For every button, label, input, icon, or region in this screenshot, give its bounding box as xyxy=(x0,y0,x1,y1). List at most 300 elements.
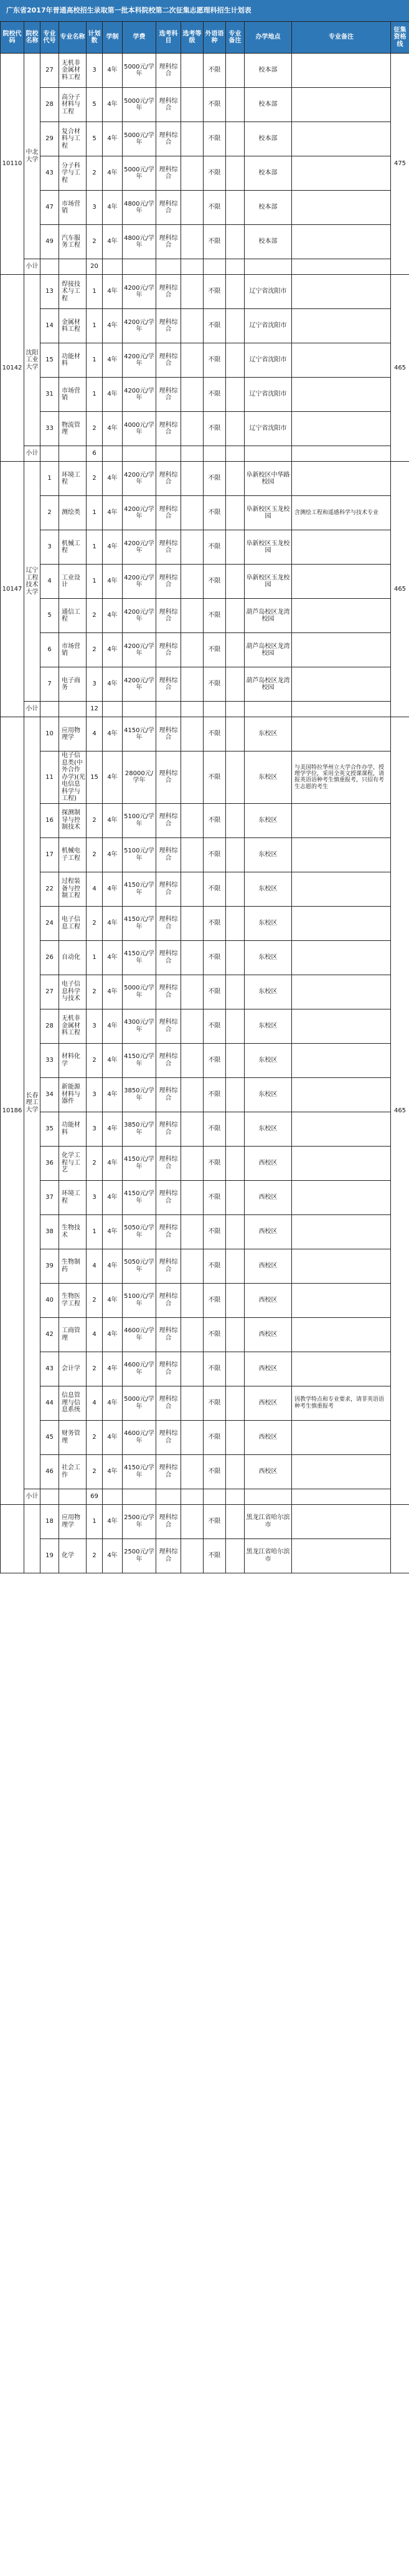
tuition-cell: 4800元/学年 xyxy=(123,191,156,225)
major-code-cell: 3 xyxy=(40,530,59,565)
major-name-cell: 无机非金属材料工程 xyxy=(59,54,87,88)
exam-subject-cell: 理科综合 xyxy=(156,1009,181,1043)
exam-grade-cell xyxy=(181,1504,204,1538)
duration-cell: 4年 xyxy=(103,1214,123,1249)
major-code-cell: 5 xyxy=(40,599,59,633)
table-body xyxy=(1,54,409,1573)
major-name-cell: 环境工程 xyxy=(59,462,87,496)
language-cell: 不限 xyxy=(204,378,226,412)
column-header: 选考科目 xyxy=(156,22,181,54)
tuition-cell: 4200元/学年 xyxy=(123,343,156,378)
campus-cell: 葫芦岛校区龙湾校园 xyxy=(245,633,292,667)
language-cell: 不限 xyxy=(204,1386,226,1420)
subtotal-row xyxy=(1,446,409,462)
major-note-cell xyxy=(292,1504,391,1538)
remark-cell xyxy=(226,599,245,633)
remark-cell xyxy=(226,1352,245,1386)
plan-count-cell: 1 xyxy=(87,275,103,309)
exam-subject-cell: 理科综合 xyxy=(156,803,181,837)
tuition-cell: 5100元/学年 xyxy=(123,1283,156,1317)
school-name-cell: 辽宁工程技术大学 xyxy=(24,462,40,702)
campus-cell: 葫芦岛校区龙湾校园 xyxy=(245,667,292,702)
remark-cell xyxy=(226,940,245,975)
major-code-cell: 19 xyxy=(40,1538,59,1573)
table-row xyxy=(1,667,409,702)
duration-cell: 4年 xyxy=(103,1180,123,1214)
school-code-cell: 10110 xyxy=(1,54,24,275)
plan-count-cell: 4 xyxy=(87,1386,103,1420)
major-name-cell: 功能材料 xyxy=(59,1112,87,1146)
exam-grade-cell xyxy=(181,565,204,599)
subtotal-label: 小计 xyxy=(24,1489,40,1504)
major-code-cell: 33 xyxy=(40,412,59,446)
major-name-cell: 机械工程 xyxy=(59,530,87,565)
tuition-cell: 4150元/学年 xyxy=(123,1454,156,1489)
table-row xyxy=(1,565,409,599)
plan-count-cell: 5 xyxy=(87,122,103,156)
remark-cell xyxy=(226,803,245,837)
major-note-cell xyxy=(292,1538,391,1573)
major-name-cell: 过程装备与控制工程 xyxy=(59,872,87,906)
subtotal-value: 20 xyxy=(87,259,103,275)
major-name-cell: 化学工程与工艺 xyxy=(59,1146,87,1180)
major-code-cell: 42 xyxy=(40,1317,59,1352)
tuition-cell: 3850元/学年 xyxy=(123,1077,156,1112)
major-name-cell: 焊接技术与工程 xyxy=(59,275,87,309)
plan-count-cell: 1 xyxy=(87,343,103,378)
language-cell: 不限 xyxy=(204,717,226,751)
major-note-cell xyxy=(292,1352,391,1386)
exam-grade-cell xyxy=(181,975,204,1009)
language-cell: 不限 xyxy=(204,462,226,496)
table-row xyxy=(1,1249,409,1283)
exam-subject-cell: 理科综合 xyxy=(156,872,181,906)
major-code-cell: 7 xyxy=(40,667,59,702)
plan-count-cell: 2 xyxy=(87,225,103,259)
table-row xyxy=(1,975,409,1009)
remark-cell xyxy=(226,1043,245,1077)
exam-grade-cell xyxy=(181,54,204,88)
exam-grade-cell xyxy=(181,88,204,122)
plan-count-cell: 3 xyxy=(87,667,103,702)
major-note-cell xyxy=(292,343,391,378)
table-row xyxy=(1,54,409,88)
campus-cell: 辽宁省沈阳市 xyxy=(245,275,292,309)
exam-grade-cell xyxy=(181,906,204,940)
duration-cell: 4年 xyxy=(103,1386,123,1420)
major-code-cell: 40 xyxy=(40,1283,59,1317)
exam-subject-cell: 理科综合 xyxy=(156,412,181,446)
major-code-cell: 36 xyxy=(40,1146,59,1180)
language-cell: 不限 xyxy=(204,1420,226,1454)
language-cell: 不限 xyxy=(204,54,226,88)
exam-grade-cell xyxy=(181,156,204,191)
duration-cell: 4年 xyxy=(103,462,123,496)
remark-cell xyxy=(226,872,245,906)
plan-count-cell: 2 xyxy=(87,156,103,191)
major-name-cell: 电子信息科学与技术 xyxy=(59,975,87,1009)
subtotal-row xyxy=(1,1489,409,1504)
campus-cell: 西校区 xyxy=(245,1386,292,1420)
tuition-cell: 4600元/学年 xyxy=(123,1420,156,1454)
tuition-cell: 4150元/学年 xyxy=(123,940,156,975)
duration-cell: 4年 xyxy=(103,667,123,702)
language-cell: 不限 xyxy=(204,1077,226,1112)
remark-cell xyxy=(226,378,245,412)
exam-subject-cell: 理科综合 xyxy=(156,837,181,872)
exam-grade-cell xyxy=(181,1214,204,1249)
exam-grade-cell xyxy=(181,496,204,530)
table-row xyxy=(1,1146,409,1180)
exam-grade-cell xyxy=(181,1317,204,1352)
subtotal-value: 12 xyxy=(87,702,103,717)
major-note-cell xyxy=(292,837,391,872)
table-row xyxy=(1,906,409,940)
major-name-cell: 社会工作 xyxy=(59,1454,87,1489)
major-name-cell: 机械电子工程 xyxy=(59,837,87,872)
remark-cell xyxy=(226,225,245,259)
campus-cell: 东校区 xyxy=(245,1112,292,1146)
major-code-cell: 6 xyxy=(40,633,59,667)
major-code-cell: 29 xyxy=(40,122,59,156)
plan-count-cell: 1 xyxy=(87,565,103,599)
major-name-cell: 市场营销 xyxy=(59,633,87,667)
plan-count-cell: 2 xyxy=(87,412,103,446)
tuition-cell: 4600元/学年 xyxy=(123,1317,156,1352)
plan-count-cell: 2 xyxy=(87,975,103,1009)
table-row xyxy=(1,378,409,412)
column-header: 办学地点 xyxy=(245,22,292,54)
table-row xyxy=(1,1214,409,1249)
language-cell: 不限 xyxy=(204,530,226,565)
tuition-cell: 4150元/学年 xyxy=(123,1180,156,1214)
major-name-cell: 探测制导与控制技术 xyxy=(59,803,87,837)
table-row xyxy=(1,837,409,872)
major-note-cell xyxy=(292,1420,391,1454)
exam-grade-cell xyxy=(181,1283,204,1317)
exam-subject-cell: 理科综合 xyxy=(156,191,181,225)
remark-cell xyxy=(226,530,245,565)
major-note-cell xyxy=(292,803,391,837)
language-cell: 不限 xyxy=(204,1504,226,1538)
tuition-cell: 4200元/学年 xyxy=(123,565,156,599)
min-score-cell: 465 xyxy=(391,717,409,1505)
school-code-cell xyxy=(1,1504,24,1573)
table-row xyxy=(1,462,409,496)
table-row xyxy=(1,1504,409,1538)
table-row xyxy=(1,633,409,667)
duration-cell: 4年 xyxy=(103,275,123,309)
plan-count-cell: 3 xyxy=(87,1180,103,1214)
exam-subject-cell: 理科综合 xyxy=(156,225,181,259)
campus-cell: 西校区 xyxy=(245,1454,292,1489)
duration-cell: 4年 xyxy=(103,54,123,88)
duration-cell: 4年 xyxy=(103,975,123,1009)
plan-count-cell: 3 xyxy=(87,1009,103,1043)
campus-cell: 阜新校区玉龙校园 xyxy=(245,530,292,565)
column-header: 计划数 xyxy=(87,22,103,54)
language-cell: 不限 xyxy=(204,1283,226,1317)
campus-cell: 校本部 xyxy=(245,225,292,259)
tuition-cell: 4150元/学年 xyxy=(123,1146,156,1180)
remark-cell xyxy=(226,54,245,88)
campus-cell: 校本部 xyxy=(245,156,292,191)
exam-grade-cell xyxy=(181,1043,204,1077)
exam-grade-cell xyxy=(181,717,204,751)
duration-cell: 4年 xyxy=(103,1112,123,1146)
table-row xyxy=(1,940,409,975)
major-name-cell: 化学 xyxy=(59,1538,87,1573)
major-note-cell xyxy=(292,667,391,702)
plan-count-cell: 4 xyxy=(87,872,103,906)
exam-grade-cell xyxy=(181,1009,204,1043)
major-code-cell: 35 xyxy=(40,1112,59,1146)
table-row xyxy=(1,412,409,446)
plan-count-cell: 2 xyxy=(87,1538,103,1573)
language-cell: 不限 xyxy=(204,1317,226,1352)
subtotal-value: 69 xyxy=(87,1489,103,1504)
exam-subject-cell: 理科综合 xyxy=(156,343,181,378)
campus-cell: 东校区 xyxy=(245,940,292,975)
exam-grade-cell xyxy=(181,1146,204,1180)
remark-cell xyxy=(226,1504,245,1538)
remark-cell xyxy=(226,565,245,599)
language-cell: 不限 xyxy=(204,837,226,872)
major-code-cell: 4 xyxy=(40,565,59,599)
major-code-cell: 10 xyxy=(40,717,59,751)
major-code-cell: 16 xyxy=(40,803,59,837)
remark-cell xyxy=(226,88,245,122)
tuition-cell: 4200元/学年 xyxy=(123,275,156,309)
exam-subject-cell: 理科综合 xyxy=(156,156,181,191)
duration-cell: 4年 xyxy=(103,1043,123,1077)
major-note-cell: 与美国特拉华州立大学合作办学，授理学学位，采用全英文授课课程，请报英语语种考生慎重报考，只招有考生志愿的考生 xyxy=(292,751,391,804)
subtotal-label: 小计 xyxy=(24,259,40,275)
table-row xyxy=(1,156,409,191)
major-name-cell: 材料化学 xyxy=(59,1043,87,1077)
duration-cell: 4年 xyxy=(103,1420,123,1454)
campus-cell: 东校区 xyxy=(245,906,292,940)
school-name-cell xyxy=(24,1504,40,1573)
school-code-cell: 10147 xyxy=(1,462,24,717)
major-name-cell: 高分子材料与工程 xyxy=(59,88,87,122)
remark-cell xyxy=(226,275,245,309)
column-header: 征集资格线 xyxy=(391,22,409,54)
tuition-cell: 2500元/学年 xyxy=(123,1538,156,1573)
language-cell: 不限 xyxy=(204,309,226,343)
major-code-cell: 44 xyxy=(40,1386,59,1420)
language-cell: 不限 xyxy=(204,599,226,633)
duration-cell: 4年 xyxy=(103,633,123,667)
major-note-cell xyxy=(292,1146,391,1180)
language-cell: 不限 xyxy=(204,1454,226,1489)
exam-subject-cell: 理科综合 xyxy=(156,1420,181,1454)
exam-subject-cell: 理科综合 xyxy=(156,122,181,156)
campus-cell: 校本部 xyxy=(245,191,292,225)
language-cell: 不限 xyxy=(204,156,226,191)
exam-grade-cell xyxy=(181,462,204,496)
language-cell: 不限 xyxy=(204,1009,226,1043)
major-name-cell: 电子商务 xyxy=(59,667,87,702)
school-name-cell: 长春理工大学 xyxy=(24,717,40,1489)
language-cell: 不限 xyxy=(204,751,226,804)
tuition-cell: 28000元/学年 xyxy=(123,751,156,804)
remark-cell xyxy=(226,667,245,702)
major-note-cell xyxy=(292,191,391,225)
campus-cell: 东校区 xyxy=(245,751,292,804)
remark-cell xyxy=(226,1538,245,1573)
tuition-cell: 2500元/学年 xyxy=(123,1504,156,1538)
exam-grade-cell xyxy=(181,1420,204,1454)
major-name-cell: 物流管理 xyxy=(59,412,87,446)
exam-grade-cell xyxy=(181,191,204,225)
tuition-cell: 4150元/学年 xyxy=(123,717,156,751)
major-note-cell xyxy=(292,940,391,975)
campus-cell: 阜新校区中华路校园 xyxy=(245,462,292,496)
tuition-cell: 5000元/学年 xyxy=(123,54,156,88)
remark-cell xyxy=(226,122,245,156)
major-note-cell xyxy=(292,1077,391,1112)
major-note-cell xyxy=(292,1317,391,1352)
tuition-cell: 4200元/学年 xyxy=(123,378,156,412)
table-row xyxy=(1,1317,409,1352)
exam-grade-cell xyxy=(181,633,204,667)
table-row xyxy=(1,599,409,633)
column-header: 专业代号 xyxy=(40,22,59,54)
major-name-cell: 会计学 xyxy=(59,1352,87,1386)
remark-cell xyxy=(226,191,245,225)
major-name-cell: 新能源材料与器件 xyxy=(59,1077,87,1112)
duration-cell: 4年 xyxy=(103,599,123,633)
major-note-cell xyxy=(292,1009,391,1043)
major-note-cell xyxy=(292,717,391,751)
plan-count-cell: 2 xyxy=(87,803,103,837)
remark-cell xyxy=(226,1214,245,1249)
major-name-cell: 生物技术 xyxy=(59,1214,87,1249)
campus-cell: 西校区 xyxy=(245,1249,292,1283)
major-code-cell: 2 xyxy=(40,496,59,530)
exam-grade-cell xyxy=(181,667,204,702)
major-note-cell xyxy=(292,906,391,940)
table-row xyxy=(1,1180,409,1214)
major-note-cell xyxy=(292,275,391,309)
remark-cell xyxy=(226,1249,245,1283)
major-code-cell: 33 xyxy=(40,1043,59,1077)
exam-subject-cell: 理科综合 xyxy=(156,309,181,343)
major-code-cell: 15 xyxy=(40,343,59,378)
exam-subject-cell: 理科综合 xyxy=(156,496,181,530)
language-cell: 不限 xyxy=(204,88,226,122)
min-score-cell: 465 xyxy=(391,462,409,717)
major-note-cell xyxy=(292,378,391,412)
remark-cell xyxy=(226,156,245,191)
major-name-cell: 生物医学工程 xyxy=(59,1283,87,1317)
major-code-cell: 18 xyxy=(40,1504,59,1538)
table-row xyxy=(1,530,409,565)
exam-subject-cell: 理科综合 xyxy=(156,1538,181,1573)
exam-grade-cell xyxy=(181,837,204,872)
major-name-cell: 通信工程 xyxy=(59,599,87,633)
language-cell: 不限 xyxy=(204,1249,226,1283)
language-cell: 不限 xyxy=(204,940,226,975)
plan-count-cell: 4 xyxy=(87,1317,103,1352)
column-header: 学制 xyxy=(103,22,123,54)
language-cell: 不限 xyxy=(204,1112,226,1146)
language-cell: 不限 xyxy=(204,225,226,259)
campus-cell: 辽宁省沈阳市 xyxy=(245,309,292,343)
exam-subject-cell: 理科综合 xyxy=(156,1352,181,1386)
plan-count-cell: 1 xyxy=(87,1504,103,1538)
campus-cell: 东校区 xyxy=(245,1009,292,1043)
column-header: 院校代码 xyxy=(1,22,24,54)
exam-subject-cell: 理科综合 xyxy=(156,1504,181,1538)
campus-cell: 东校区 xyxy=(245,1043,292,1077)
duration-cell: 4年 xyxy=(103,1249,123,1283)
exam-subject-cell: 理科综合 xyxy=(156,1077,181,1112)
plan-count-cell: 2 xyxy=(87,599,103,633)
language-cell: 不限 xyxy=(204,412,226,446)
major-name-cell: 分子科学与工程 xyxy=(59,156,87,191)
exam-grade-cell xyxy=(181,599,204,633)
exam-grade-cell xyxy=(181,530,204,565)
exam-subject-cell: 理科综合 xyxy=(156,88,181,122)
subtotal-row xyxy=(1,259,409,275)
table-row xyxy=(1,1538,409,1573)
plan-count-cell: 3 xyxy=(87,1112,103,1146)
major-code-cell: 28 xyxy=(40,88,59,122)
tuition-cell: 5050元/学年 xyxy=(123,1214,156,1249)
remark-cell xyxy=(226,1112,245,1146)
plan-count-cell: 5 xyxy=(87,88,103,122)
exam-grade-cell xyxy=(181,122,204,156)
exam-subject-cell: 理科综合 xyxy=(156,1317,181,1352)
exam-subject-cell: 理科综合 xyxy=(156,530,181,565)
campus-cell: 西校区 xyxy=(245,1317,292,1352)
duration-cell: 4年 xyxy=(103,1077,123,1112)
table-row xyxy=(1,1454,409,1489)
language-cell: 不限 xyxy=(204,1214,226,1249)
major-note-cell xyxy=(292,1249,391,1283)
exam-subject-cell: 理科综合 xyxy=(156,1043,181,1077)
plan-count-cell: 2 xyxy=(87,462,103,496)
plan-count-cell: 2 xyxy=(87,633,103,667)
tuition-cell: 5000元/学年 xyxy=(123,975,156,1009)
header-row xyxy=(1,22,409,54)
campus-cell: 东校区 xyxy=(245,975,292,1009)
plan-count-cell: 2 xyxy=(87,1454,103,1489)
major-note-cell xyxy=(292,1112,391,1146)
remark-cell xyxy=(226,1454,245,1489)
table-row xyxy=(1,1352,409,1386)
campus-cell: 东校区 xyxy=(245,717,292,751)
language-cell: 不限 xyxy=(204,275,226,309)
major-name-cell: 工商管理 xyxy=(59,1317,87,1352)
remark-cell xyxy=(226,343,245,378)
exam-grade-cell xyxy=(181,803,204,837)
language-cell: 不限 xyxy=(204,1352,226,1386)
plan-count-cell: 2 xyxy=(87,1283,103,1317)
plan-count-cell: 2 xyxy=(87,1043,103,1077)
exam-grade-cell xyxy=(181,1249,204,1283)
exam-subject-cell: 理科综合 xyxy=(156,940,181,975)
language-cell: 不限 xyxy=(204,975,226,1009)
duration-cell: 4年 xyxy=(103,837,123,872)
duration-cell: 4年 xyxy=(103,1504,123,1538)
major-code-cell: 17 xyxy=(40,837,59,872)
tuition-cell: 5000元/学年 xyxy=(123,88,156,122)
language-cell: 不限 xyxy=(204,1538,226,1573)
major-name-cell: 电子信息工程 xyxy=(59,906,87,940)
